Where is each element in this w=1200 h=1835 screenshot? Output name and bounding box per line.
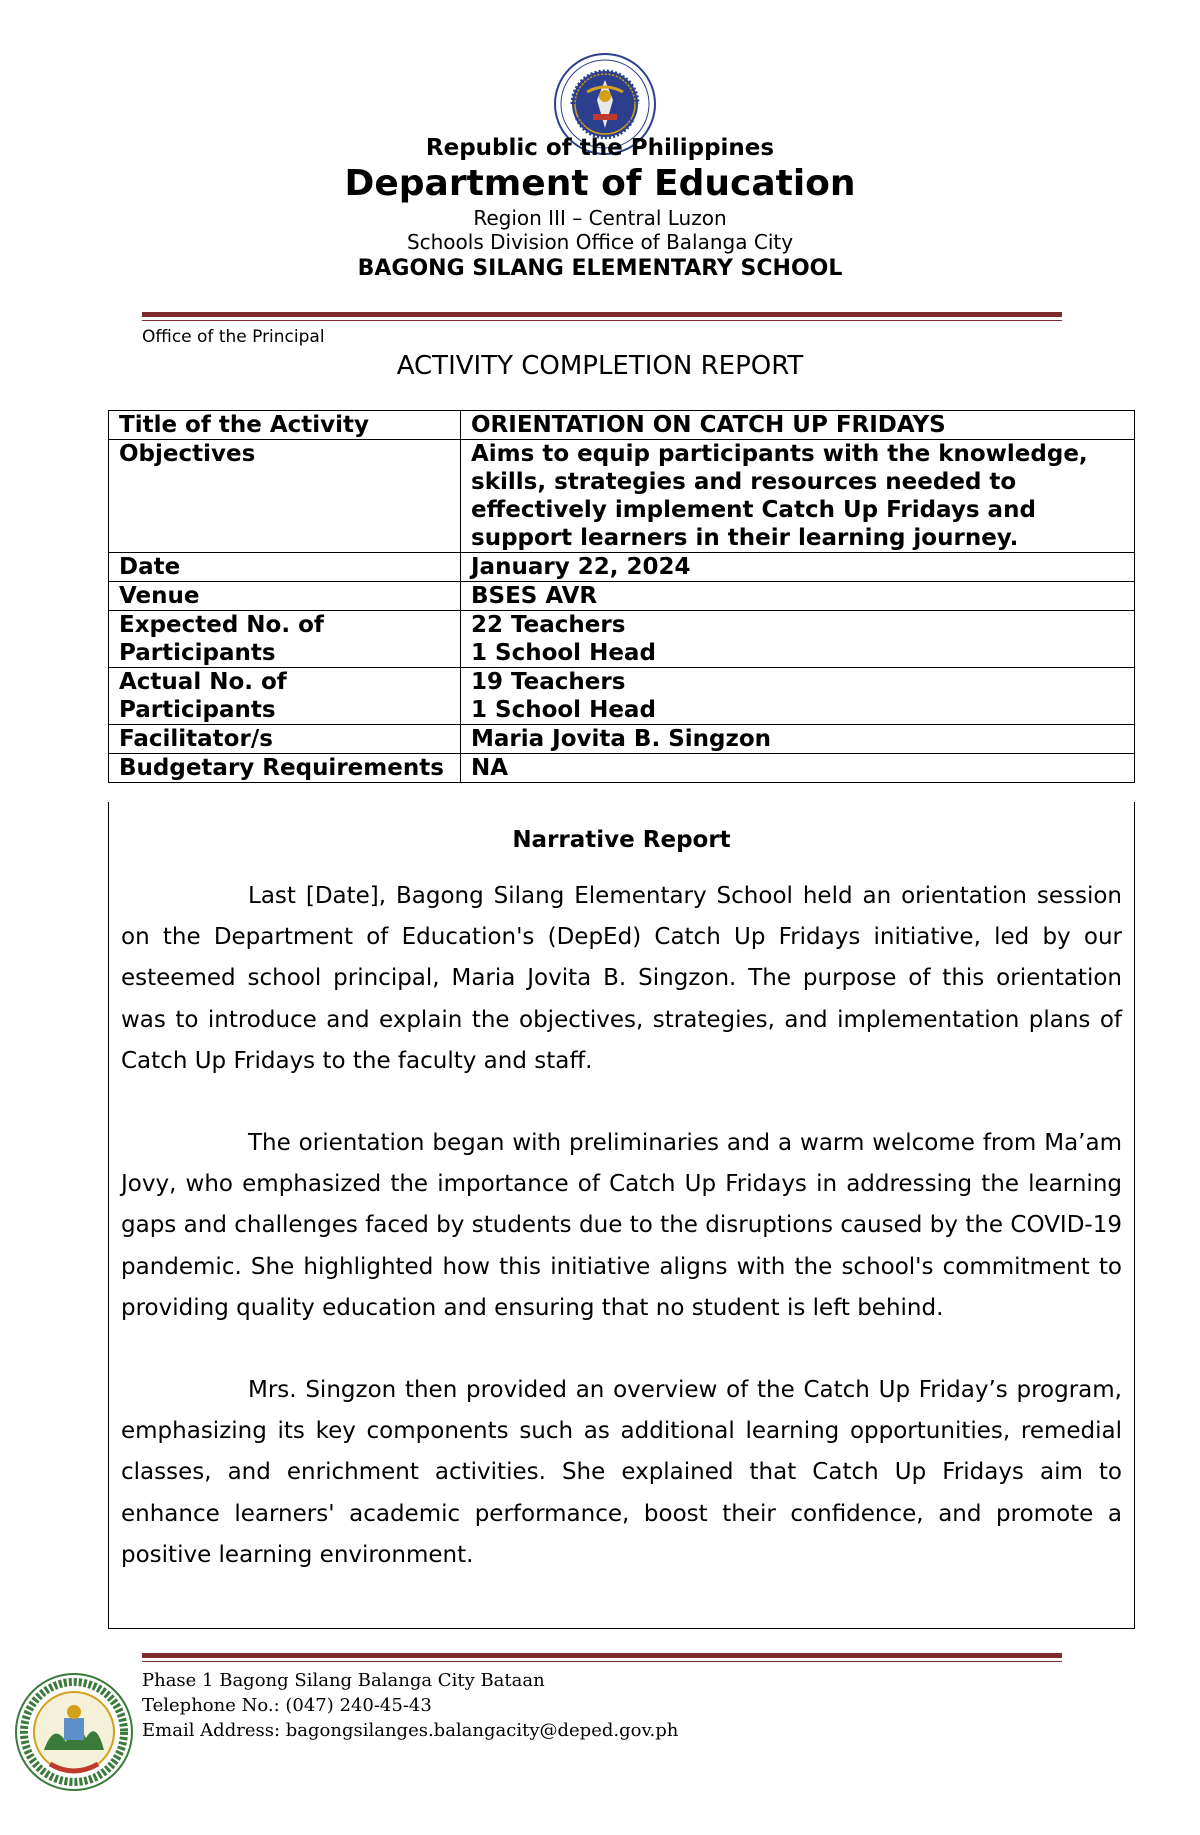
actual-participants-label: Actual No. of Participants — [109, 668, 461, 725]
narrative-heading: Narrative Report — [512, 827, 731, 853]
venue-value: BSES AVR — [461, 582, 1135, 611]
venue-label: Venue — [109, 582, 461, 611]
narrative-paragraph-1: Last [Date], Bagong Silang Elementary School held an orientation session on the Department of Education's (DepEd) Catch Up Fridays initiative, led by our esteemed school principal, Maria Jovita B. Singzon. The purpose of this orientation was to introduce and explain the objectives, strategies, and implementation plans of Catch Up Fridays to the faculty and staff. — [121, 883, 1122, 1074]
activity-info-table — [108, 410, 1135, 783]
department-name: Department of Education — [344, 163, 856, 204]
header-divider — [142, 312, 1062, 321]
report-title: ACTIVITY COMPLETION REPORT — [396, 351, 804, 381]
expected-school-head: 1 School Head — [471, 640, 656, 666]
expected-participants-label: Expected No. of Participants — [109, 611, 461, 668]
table-row — [109, 440, 1135, 553]
letterhead — [0, 134, 1200, 284]
actual-participants-value — [461, 668, 1135, 725]
expected-teachers: 22 Teachers — [471, 612, 626, 638]
narrative-report — [108, 802, 1135, 1629]
narrative-paragraph-3: Mrs. Singzon then provided an overview of the Catch Up Friday’s program, emphasizing its key components such as additional learning opportunities, remedial classes, and enrichment activities. She explained that Catch Up Fridays aim to enhance learners' academic performance, boost their confidence, and promote a positive learning environment. — [121, 1377, 1122, 1568]
budget-label: Budgetary Requirements — [109, 754, 461, 783]
table-row — [109, 754, 1135, 783]
table-row — [109, 553, 1135, 582]
footer-telephone: Telephone No.: (047) 240-45-43 — [142, 1695, 432, 1716]
table-row — [109, 725, 1135, 754]
title-value: ORIENTATION ON CATCH UP FRIDAYS — [461, 411, 1135, 440]
budget-value: NA — [461, 754, 1135, 783]
expected-participants-value — [461, 611, 1135, 668]
objectives-label: Objectives — [109, 440, 461, 553]
footer-divider — [142, 1653, 1062, 1662]
table-row — [109, 668, 1135, 725]
region-line: Region III – Central Luzon — [473, 206, 727, 230]
office-label: Office of the Principal — [142, 327, 325, 347]
date-label: Date — [109, 553, 461, 582]
actual-school-head: 1 School Head — [471, 697, 656, 723]
actual-teachers: 19 Teachers — [471, 669, 626, 695]
objectives-value: Aims to equip participants with the knowledge, skills, strategies and resources needed to effectively implement Catch Up Fridays and support learners in their learning journey. — [461, 440, 1135, 553]
table-row — [109, 611, 1135, 668]
footer-contact — [142, 1668, 678, 1743]
footer-email: Email Address: bagongsilanges.balangacity@deped.gov.ph — [142, 1720, 679, 1741]
footer-address: Phase 1 Bagong Silang Balanga City Bataan — [142, 1670, 545, 1691]
school-name: BAGONG SILANG ELEMENTARY SCHOOL — [357, 256, 843, 281]
school-seal-icon — [14, 1672, 134, 1792]
title-label: Title of the Activity — [109, 411, 461, 440]
division-line: Schools Division Office of Balanga City — [406, 230, 794, 254]
narrative-paragraph-2: The orientation began with preliminaries and a warm welcome from Ma’am Jovy, who emphasized the importance of Catch Up Fridays in addressing the learning gaps and challenges faced by students due to the disruptions caused by the COVID-19 pandemic. She highlighted how this initiative aligns with the school's commitment to providing quality education and ensuring that no student is left behind. — [121, 1130, 1122, 1321]
date-value: January 22, 2024 — [461, 553, 1135, 582]
facilitator-label: Facilitator/s — [109, 725, 461, 754]
republic-line: Republic of the Philippines — [425, 135, 775, 161]
table-row — [109, 411, 1135, 440]
facilitator-value: Maria Jovita B. Singzon — [461, 725, 1135, 754]
table-row — [109, 582, 1135, 611]
